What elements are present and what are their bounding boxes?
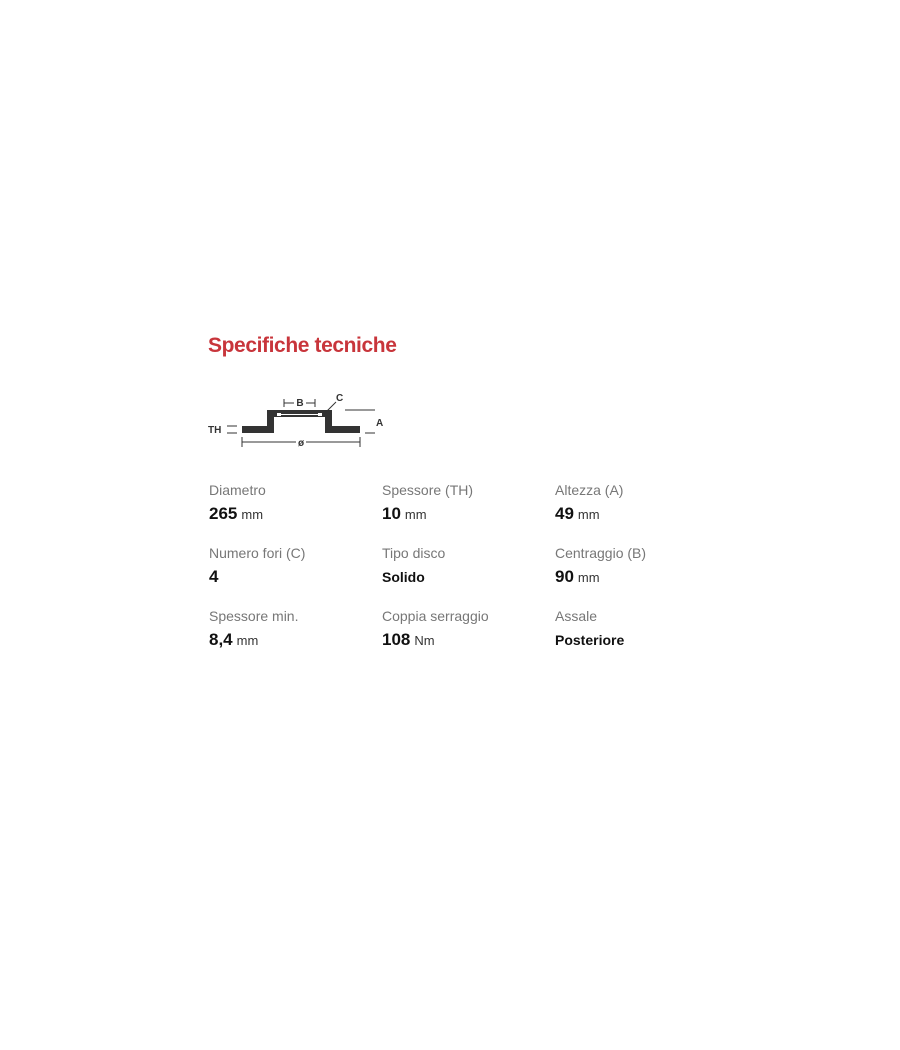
spec-numero-fori [209,545,379,587]
spec-label: Spessore (TH) [382,482,474,498]
spec-spessore-min [209,608,379,650]
spec-label: Assale [555,608,598,624]
disc-profile [242,410,360,433]
spec-diametro [209,482,379,524]
spec-label: Coppia serraggio [382,608,489,624]
spec-spessore-th [382,482,552,524]
spec-number: 8,4 [209,630,233,649]
label-a: A [376,418,384,429]
spec-text-value: Solido [382,569,425,585]
spec-unit: mm [241,507,264,522]
spec-label: Altezza (A) [555,482,624,498]
spec-unit: mm [577,570,600,585]
spec-number: 49 [555,504,574,523]
spec-assale [555,608,725,650]
spec-value [209,568,379,587]
spec-value [555,631,725,650]
spec-number: 90 [555,567,574,586]
spec-value [209,631,379,650]
bolt-hole-right [318,413,322,416]
bolt-hole-left [277,413,281,416]
spec-label: Numero fori (C) [209,545,306,561]
section-title: Specifiche tecniche [208,334,397,357]
spec-value [382,505,552,524]
spec-number: 10 [382,504,401,523]
brake-disc-diagram [205,388,395,450]
spec-unit: mm [404,507,427,522]
spec-label: Tipo disco [382,545,446,561]
spec-label: Centraggio (B) [555,545,647,561]
spec-number: 108 [382,630,411,649]
spec-unit: mm [577,507,600,522]
label-c: C [336,393,344,404]
spec-value [555,568,725,587]
spec-value [382,631,552,650]
spec-value [209,505,379,524]
label-b: B [296,398,304,409]
spec-tipo-disco [382,545,552,587]
spec-altezza [555,482,725,524]
spec-value [555,505,725,524]
spec-unit: mm [236,633,259,648]
spec-label: Diametro [209,482,266,498]
spec-number: 4 [209,567,219,586]
spec-number: 265 [209,504,238,523]
label-th: TH [208,425,222,436]
spec-value [382,568,552,587]
spec-label: Spessore min. [209,608,299,624]
spec-text-value: Posteriore [555,632,625,648]
spec-unit: Nm [414,633,435,648]
label-diameter: ø [297,438,305,449]
spec-centraggio [555,545,725,587]
spec-coppia-serraggio [382,608,552,650]
